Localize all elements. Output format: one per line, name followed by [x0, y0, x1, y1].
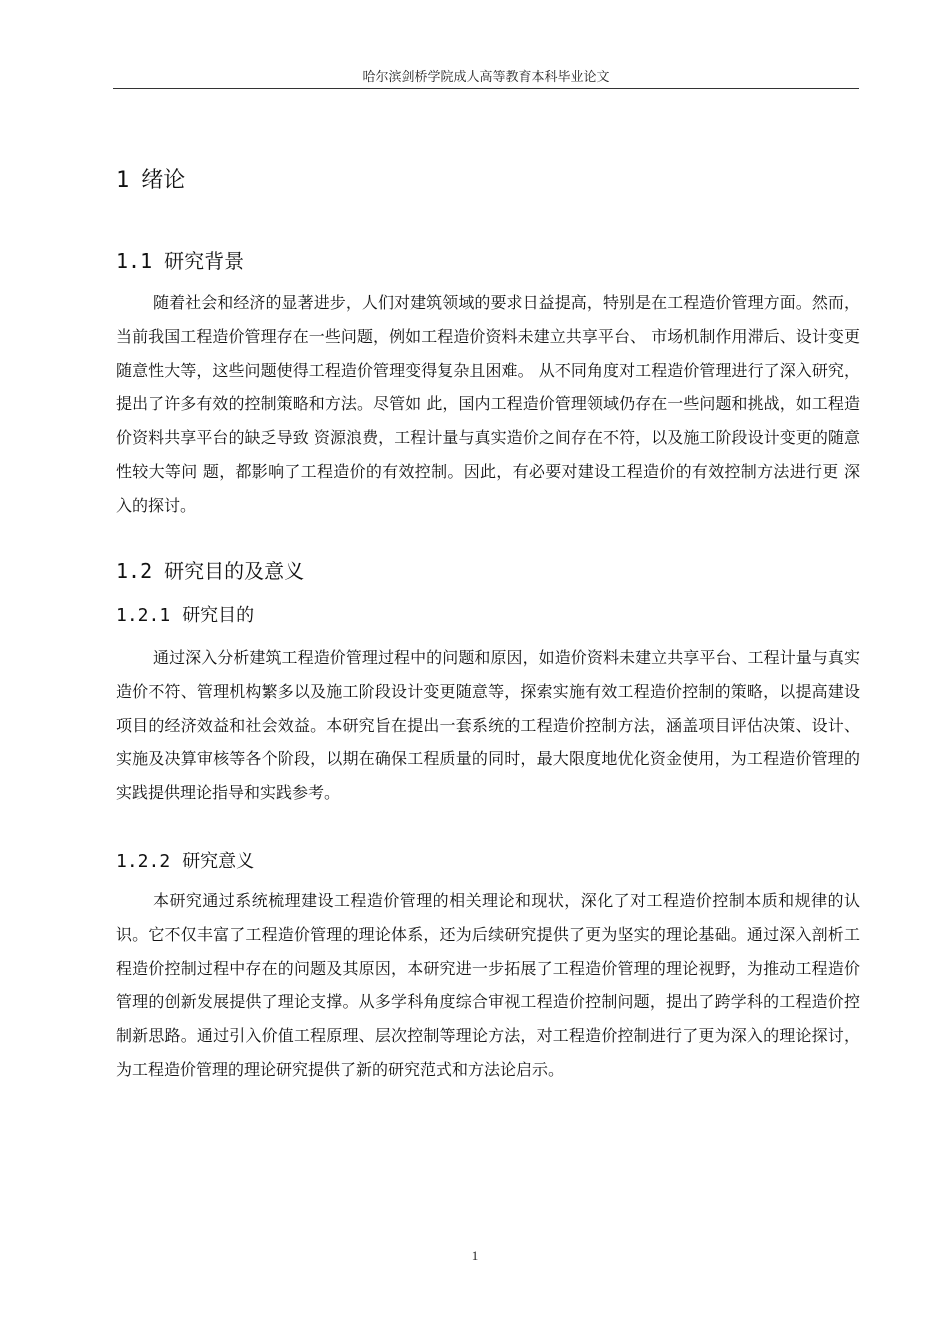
paragraph-research-purpose: 通过深入分析建筑工程造价管理过程中的问题和原因，如造价资料未建立共享平台、工程计量与真实造价不符、管理机构繁多以及施工阶段设计变更随意等，探索实施有效工程造价控制的策略，以提高建设项目的经济效益和社会效益。本研究旨在提出一套系统的工程造价控制方法，涵盖项目评估决策、设计、实施及决算审核等各个阶段，以期在确保工程质量的同时，最大限度地优化资金使用，为工程造价管理的实践提供理论指导和实践参考。 [116, 648, 860, 803]
section-number: 1.2 [116, 559, 153, 583]
subsection-title: 研究意义 [182, 851, 255, 872]
header-rule [113, 88, 859, 89]
section-heading-1-2 [116, 555, 304, 584]
section-number: 1.1 [116, 249, 153, 273]
page-header: 哈尔滨剑桥学院成人高等教育本科毕业论文 [362, 70, 610, 85]
subsection-number: 1.2.1 [116, 605, 171, 626]
subsection-heading-1-2-2 [116, 847, 254, 873]
page-number: 1 [471, 1248, 479, 1263]
chapter-number: 1 [116, 168, 130, 193]
section-title: 研究目的及意义 [164, 559, 305, 583]
chapter-heading [116, 163, 185, 194]
chapter-title: 绪论 [141, 168, 186, 193]
section-heading-1-1 [116, 245, 244, 274]
paragraph-research-background: 随着社会和经济的显著进步，人们对建筑领域的要求日益提高，特别是在工程造价管理方面。然而，当前我国工程造价管理存在一些问题，例如工程造价资料未建立共享平台、 市场机制作用滞后、设计变更随意性大等，这些问题使得工程造价管理变得复杂且困难。 从不同角度对工程造价管理进行了深入研究，提出了许多有效的控制策略和方法。尽管如 此，国内工程造价管理领域仍存在一些问题和挑战，如工程造价资料共享平台的缺乏导致 资源浪费，工程计量与真实造价之间存在不符，以及施工阶段设计变更的随意性较大等问 题，都影响了工程造价的有效控制。因此，有必要对建设工程造价的有效控制方法进行更 深入的探讨。 [116, 293, 860, 515]
subsection-number: 1.2.2 [116, 851, 171, 872]
paragraph-research-significance: 本研究通过系统梳理建设工程造价管理的相关理论和现状，深化了对工程造价控制本质和规律的认识。它不仅丰富了工程造价管理的理论体系，还为后续研究提供了更为坚实的理论基础。通过深入剖析工程造价控制过程中存在的问题及其原因，本研究进一步拓展了工程造价管理的理论视野，为推动工程造价管理的创新发展提供了理论支撑。从多学科角度综合审视工程造价控制问题，提出了跨学科的工程造价控制新思路。通过引入价值工程原理、层次控制等理论方法，对工程造价控制进行了更为深入的理论探讨，为工程造价管理的理论研究提供了新的研究范式和方法论启示。 [116, 891, 860, 1079]
subsection-heading-1-2-1 [116, 601, 254, 627]
subsection-title: 研究目的 [182, 605, 255, 626]
section-title: 研究背景 [164, 249, 245, 273]
